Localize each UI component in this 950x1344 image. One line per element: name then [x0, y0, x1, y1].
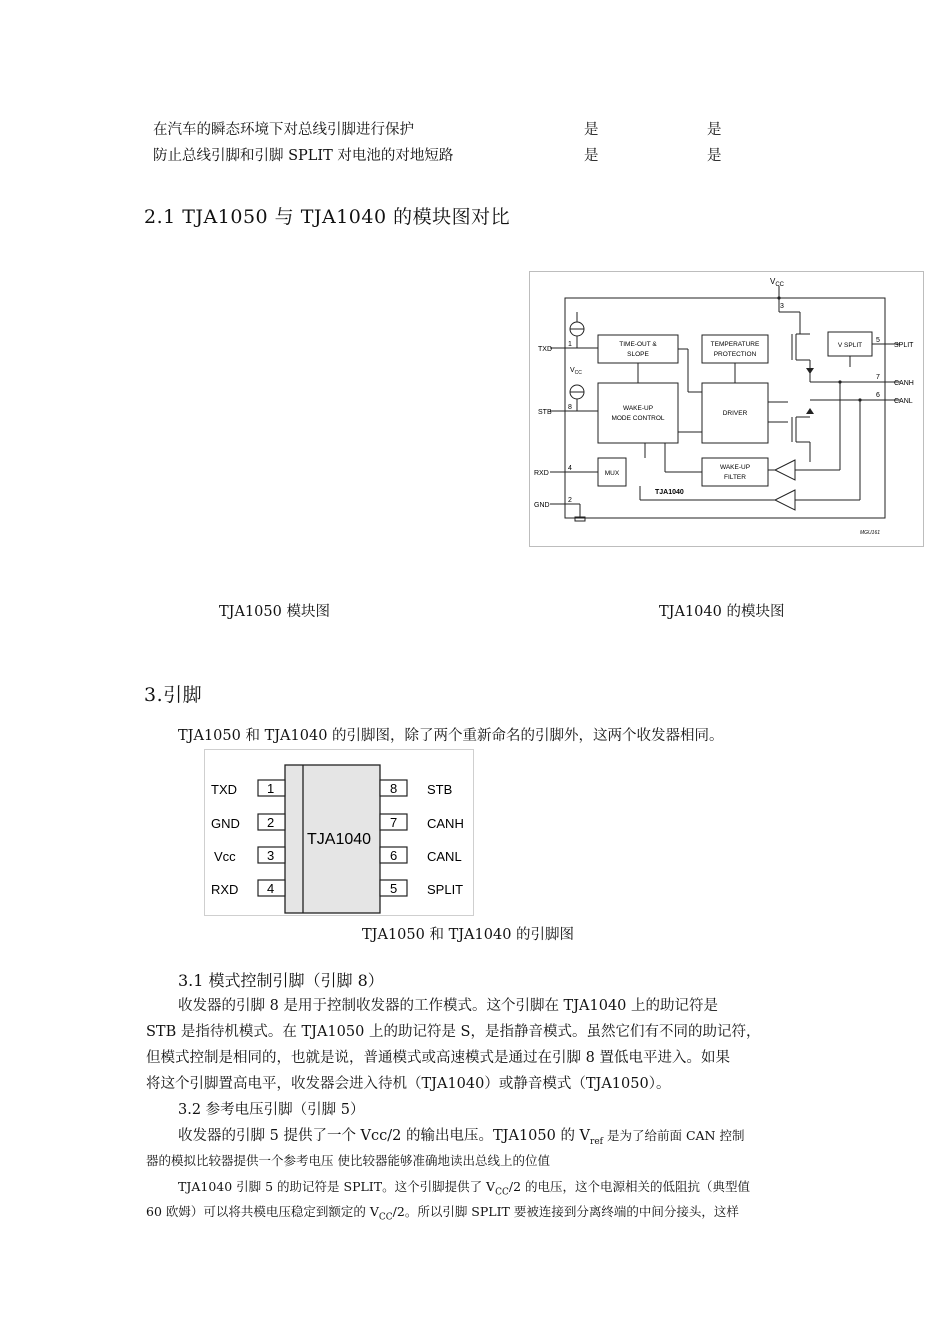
pin-num-7: 7 [390, 815, 398, 830]
table-row-1-feature: 在汽车的瞬态环境下对总线引脚进行保护 [153, 122, 414, 138]
canh-signal: CANH [894, 380, 914, 387]
pin-3-num: 3 [780, 303, 784, 310]
section-2-1-heading: 2.1 TJA1050 与 TJA1040 的模块图对比 [144, 206, 511, 228]
vsplit-block: V SPLIT [837, 342, 863, 349]
vcc-label: $V_{CC}$ [770, 277, 785, 288]
pin-num-8: 8 [390, 781, 398, 796]
canl-signal: CANL [894, 398, 913, 405]
table-row-2-feature: 防止总线引脚和引脚 SPLIT 对电池的对地短路 [153, 148, 454, 164]
pin-num-1: 1 [267, 781, 275, 796]
pinout-svg [205, 750, 473, 915]
timeout-block-line1: TIME-OUT & [619, 341, 657, 348]
table-row-1-col-a: 是 [584, 122, 599, 138]
section-3-1-line-1: 收发器的引脚 8 是用于控制收发器的工作模式。这个引脚在 TJA1040 上的助记符是 [178, 998, 719, 1014]
section-3-1-line-3: 但模式控制是相同的，也就是说，普通模式或高速模式是通过在引脚 8 置低电平进入。如果 [146, 1050, 730, 1066]
pinout-caption: TJA1050 和 TJA1040 的引脚图 [362, 927, 575, 943]
pin-gnd: GND [211, 816, 240, 831]
temp-block-line2: PROTECTION [713, 351, 757, 358]
pinout-figure [204, 749, 474, 916]
section-3-heading: 3.引脚 [144, 684, 203, 706]
pin-num-5: 5 [390, 881, 398, 896]
section-3-2-heading: 3.2 参考电压引脚（引脚 5） [178, 1102, 365, 1118]
table-row-2-col-a: 是 [584, 148, 599, 164]
pin-5-num: 5 [876, 337, 880, 344]
pinout-chip-label: TJA1040 [307, 831, 372, 848]
pin-2-num: 2 [568, 497, 572, 504]
caption-tja1050-block: TJA1050 模块图 [219, 604, 330, 620]
pin-8-num: 8 [568, 404, 572, 411]
filter-block-line1: WAKE-UP [719, 464, 751, 471]
section-3-2-line-4: 60 欧姆）可以将共模电压稳定到额定的 $V_{CC}/2$。所以引脚 SPLIT 要被连接到分离终端的中间分接头，这样 [146, 1204, 739, 1223]
pin-7-num: 7 [876, 374, 880, 381]
pin-rxd: RXD [211, 882, 239, 897]
rxd-signal: RXD [534, 470, 549, 477]
section-3-2-line-3: TJA1040 引脚 5 的助记符是 SPLIT。这个引脚提供了 $V_{CC}/2$ 的电压，这个电源相关的低阻抗（典型值 [178, 1179, 751, 1198]
gnd-signal: GND [534, 502, 550, 509]
pin-num-2: 2 [267, 815, 275, 830]
driver-block: DRIVER [722, 410, 748, 417]
section-3-1-heading: 3.1 模式控制引脚（引脚 8） [178, 971, 384, 990]
pin-split: SPLIT [427, 882, 464, 897]
pin-num-4: 4 [267, 881, 275, 896]
figure-ref: MGU161 [860, 530, 881, 536]
section-3-1-line-2: STB 是指待机模式。在 TJA1050 上的助记符是 S，是指静音模式。虽然它们有不同的助记符， [146, 1024, 761, 1040]
tja1040-block-diagram [529, 271, 924, 547]
wakeup-block-line2: MODE CONTROL [611, 415, 665, 422]
table-row-1-col-b: 是 [707, 122, 722, 138]
section-3-1-line-4: 将这个引脚置高电平，收发器会进入待机（TJA1040）或静音模式（TJA1050）。 [146, 1076, 671, 1092]
pin-num-3: 3 [267, 848, 275, 863]
temp-block-line1: TEMPERATURE [710, 341, 760, 348]
mux-block: MUX [604, 470, 620, 477]
split-signal: SPLIT [894, 342, 914, 349]
pin-num-6: 6 [390, 848, 398, 863]
pin-1-num: 1 [568, 341, 572, 348]
section-3-intro: TJA1050 和 TJA1040 的引脚图，除了两个重新命名的引脚外，这两个收发器相同。 [178, 728, 724, 744]
block-diagram-svg [530, 272, 923, 546]
pin-vcc: Vcc [214, 849, 236, 864]
chip-name-label: TJA1040 [655, 489, 684, 496]
filter-block-line2: FILTER [724, 474, 746, 481]
stb-signal: STB [538, 409, 552, 416]
timeout-block-line2: SLOPE [627, 351, 649, 358]
section-3-2-line-1: 收发器的引脚 5 提供了一个 Vcc/2 的输出电压。TJA1050 的 $V_{ref}$ 是为了给前面 CAN 控制 [178, 1128, 745, 1147]
pin-canh: CANH [427, 816, 464, 831]
caption-tja1040-block: TJA1040 的模块图 [659, 604, 785, 620]
wakeup-block-line1: WAKE-UP [622, 405, 654, 412]
pin-4-num: 4 [568, 465, 572, 472]
pin-6-num: 6 [876, 392, 880, 399]
pin-canl: CANL [427, 849, 462, 864]
pin-txd: TXD [211, 782, 237, 797]
section-3-2-line-2: 器的模拟比较器提供一个参考电压 使比较器能够准确地读出总线上的位值 [146, 1153, 550, 1168]
table-row-2-col-b: 是 [707, 148, 722, 164]
vcc-label-2: $V_{CC}$ [570, 367, 582, 376]
txd-signal: TXD [538, 346, 552, 353]
pin-stb: STB [427, 782, 453, 797]
